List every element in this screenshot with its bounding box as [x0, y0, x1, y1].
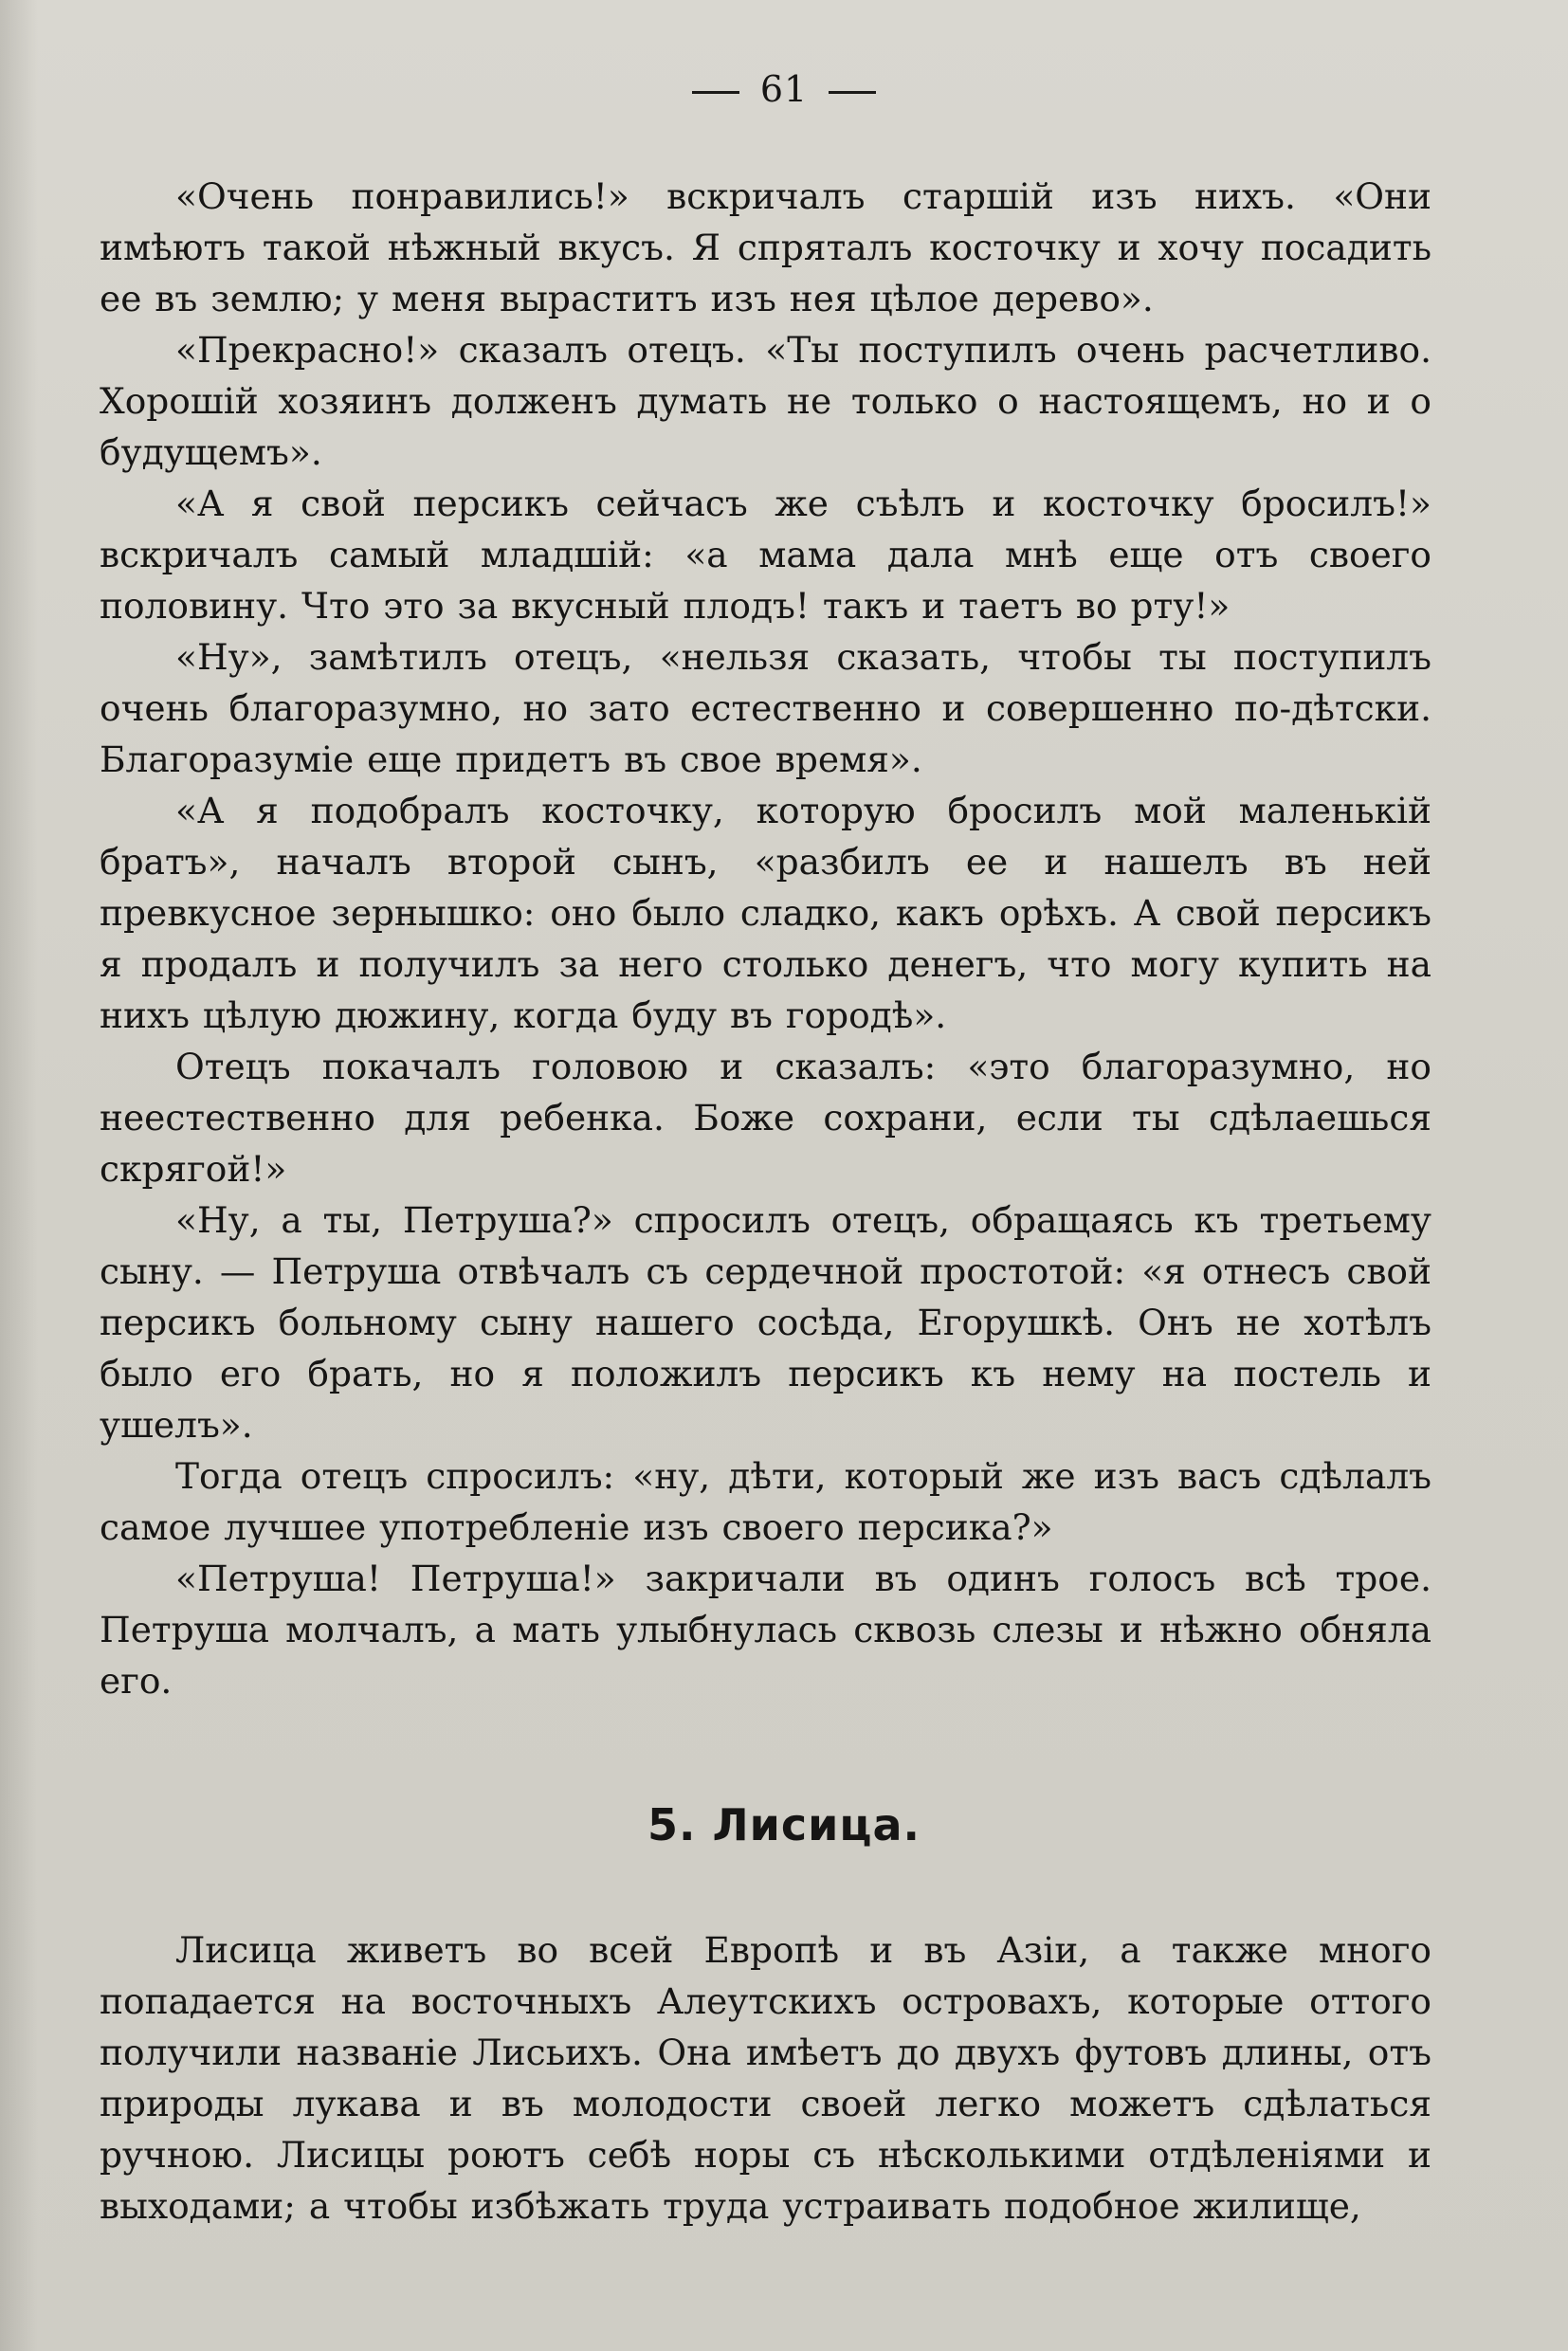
page-edge-shadow [0, 0, 38, 2351]
story-paragraph-9: «Петруша! Петруша!» закричали въ одинъ голосъ всѣ трое. Петруша молчалъ, а мать улыбнулась сквозь слезы и нѣжно обняла его. [100, 1558, 1431, 1702]
story-paragraph-4: «Ну», замѣтилъ отецъ, «нельзя сказать, чтобы ты поступилъ очень благоразумно, но зато естественно и совершенно по-дѣтски. Благоразуміе еще придетъ въ свое время». [100, 636, 1431, 780]
story-paragraph-7: «Ну, а ты, Петруша?» спросилъ отецъ, обращаясь къ третьему сыну. — Петруша отвѣчалъ съ сердечной простотой: «я отнесъ свой персикъ больному сыну нашего сосѣда, Егорушкѣ. Онъ не хотѣлъ было его брать, но я положилъ персикъ къ нему на постель и ушелъ». [100, 1199, 1431, 1446]
story-paragraph-5: «А я подобралъ косточку, которую бросилъ мой маленькій братъ», началъ второй сынъ, «разбилъ ее и нашелъ въ ней превкусное зернышко: оно было сладко, какъ орѣхъ. А свой персикъ я продалъ и получилъ за него столько денегъ, что могу купить на нихъ цѣлую дюжину, когда буду въ городѣ». [100, 790, 1431, 1036]
story-paragraph-2: «Прекрасно!» сказалъ отецъ. «Ты поступилъ очень расчетливо. Хорошій хозяинъ долженъ думать не только о настоящемъ, но и о будущемъ». [100, 329, 1431, 473]
story-paragraph-3: «А я свой персикъ сейчасъ же съѣлъ и косточку бросилъ!» вскричалъ самый младшій: «а мама дала мнѣ еще отъ своего половину. Что это за вкусный плодъ! такъ и таетъ во рту!» [100, 483, 1431, 627]
story-paragraph-1: «Очень понравились!» вскричалъ старшій изъ нихъ. «Они имѣютъ такой нѣжный вкусъ. Я спряталъ косточку и хочу посадить ее въ землю; у меня выраститъ изъ нея цѣлое дерево». [100, 175, 1431, 319]
page-number-dash-right [829, 91, 876, 94]
story-paragraph-6: Отецъ покачалъ головою и сказалъ: «это благоразумно, но неестественно для ребенка. Боже сохрани, если ты сдѣлаешься скрягой!» [100, 1046, 1431, 1190]
section-text-block [100, 1924, 1431, 2232]
section-paragraph-1: Лисица живетъ во всей Европѣ и въ Азіи, а также много попадается на восточныхъ Алеутскихъ островахъ, которые оттого получили названіе Лисьихъ. Она имѣетъ до двухъ футовъ длины, отъ природы лукава и въ молодости своей легко можетъ сдѣлаться ручною. Лисицы роютъ себѣ норы съ нѣсколькими отдѣленіями и выходами; а чтобы избѣжать труда устраивать подобное жилище, [100, 1929, 1431, 2227]
page-number-dash-left [692, 91, 739, 94]
page-number [0, 68, 1568, 110]
page-number-value: 61 [759, 68, 809, 110]
section-heading: 5. Лисица. [647, 1799, 921, 1851]
story-text-block [100, 171, 1431, 1706]
story-paragraph-8: Тогда отецъ спросилъ: «ну, дѣти, который же изъ васъ сдѣлалъ самое лучшее употребленіе изъ своего персика?» [100, 1455, 1431, 1548]
